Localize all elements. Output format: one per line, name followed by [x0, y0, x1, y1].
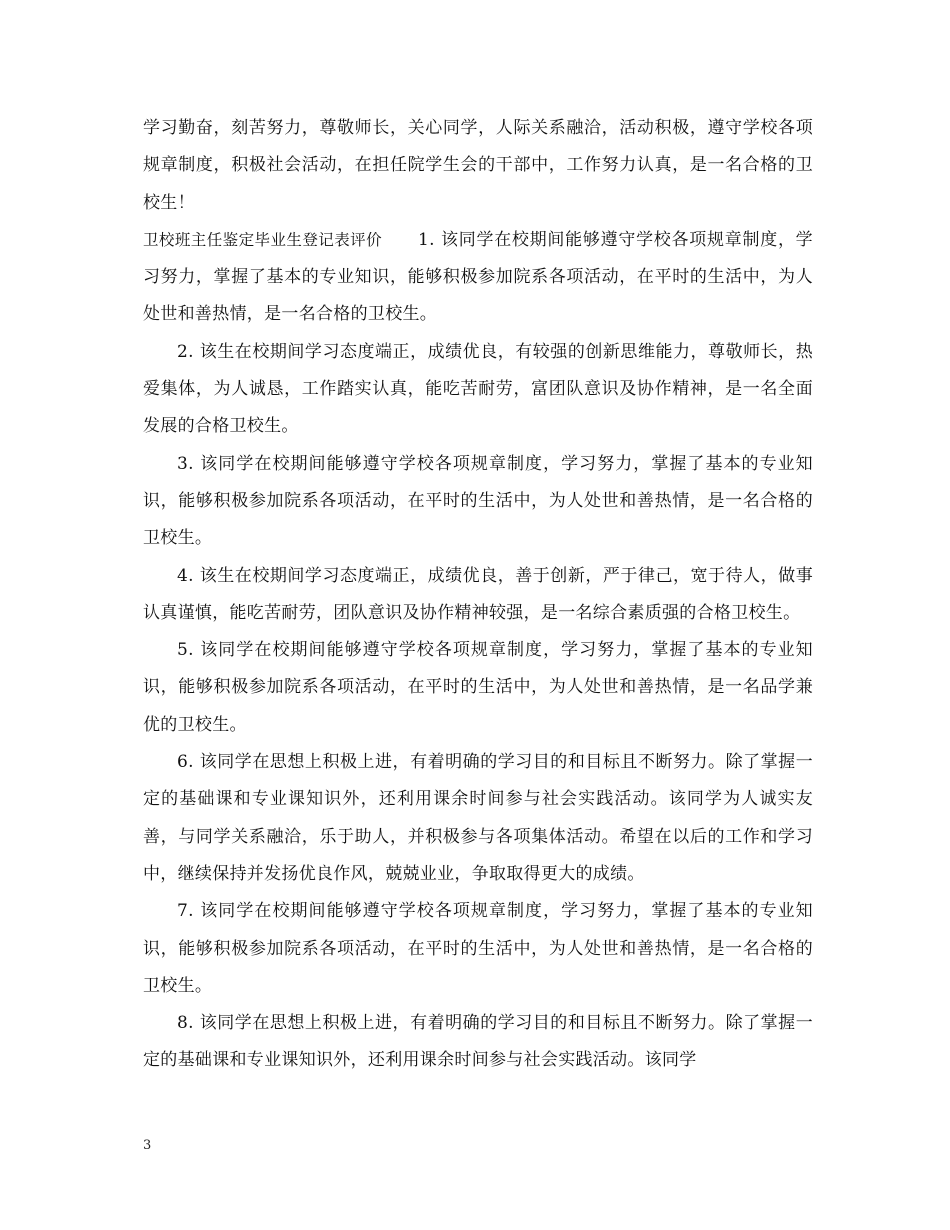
item-4: 4. 该生在校期间学习态度端正，成绩优良，善于创新，严于律己，宽于待人，做事认真谨慎，能吃苦耐劳，团队意识及协作精神较强，是一名综合素质强的合格卫校生。 [143, 565, 813, 623]
item-6: 6. 该同学在思想上积极上进，有着明确的学习目的和目标且不断努力。除了掌握一定的基础课和专业课知识外，还利用课余时间参与社会实践活动。该同学为人诚实友善，与同学关系融洽，乐于助人，并积极参与各项集体活动。希望在以后的工作和学习中，继续保持并发扬优良作风，兢兢业业，争取取得更大的成绩。 [143, 752, 813, 884]
item-2: 2. 该生在校期间学习态度端正，成绩优良，有较强的创新思维能力，尊敬师长，热爱集体，为人诚恳，工作踏实认真，能吃苦耐劳，富团队意识及协作精神，是一名全面发展的合格卫校生。 [143, 341, 813, 437]
item-3: 3. 该同学在校期间能够遵守学校各项规章制度，学习努力，掌握了基本的专业知识，能够积极参加院系各项活动，在平时的生活中，为人处世和善热情，是一名合格的卫校生。 [143, 453, 813, 549]
document-body [143, 110, 813, 1080]
page-number: 3 [143, 1138, 152, 1153]
item-5: 5. 该同学在校期间能够遵守学校各项规章制度，学习努力，掌握了基本的专业知识，能够积极参加院系各项活动，在平时的生活中，为人处世和善热情，是一名品学兼优的卫校生。 [143, 640, 813, 735]
intro-paragraph: 学习勤奋，刻苦努力，尊敬师长，关心同学，人际关系融洽，活动积极，遵守学校各项规章制度，积极社会活动，在担任院学生会的干部中，工作努力认真，是一名合格的卫校生！ [143, 118, 813, 213]
item-1: 1. 该同学在校期间能够遵守学校各项规章制度，学习努力，掌握了基本的专业知识，能够积极参加院系各项活动，在平时的生活中，为人处世和善热情，是一名合格的卫校生。 [143, 229, 813, 325]
item-7: 7. 该同学在校期间能够遵守学校各项规章制度，学习努力，掌握了基本的专业知识，能够积极参加院系各项活动，在平时的生活中，为人处世和善热情，是一名合格的卫校生。 [143, 901, 813, 996]
item-8: 8. 该同学在思想上积极上进，有着明确的学习目的和目标且不断努力。除了掌握一定的基础课和专业课知识外，还利用课余时间参与社会实践活动。该同学 [143, 1013, 813, 1071]
evaluation-heading-paragraph [143, 222, 813, 334]
section-heading: 卫校班主任鉴定毕业生登记表评价 [143, 230, 383, 249]
